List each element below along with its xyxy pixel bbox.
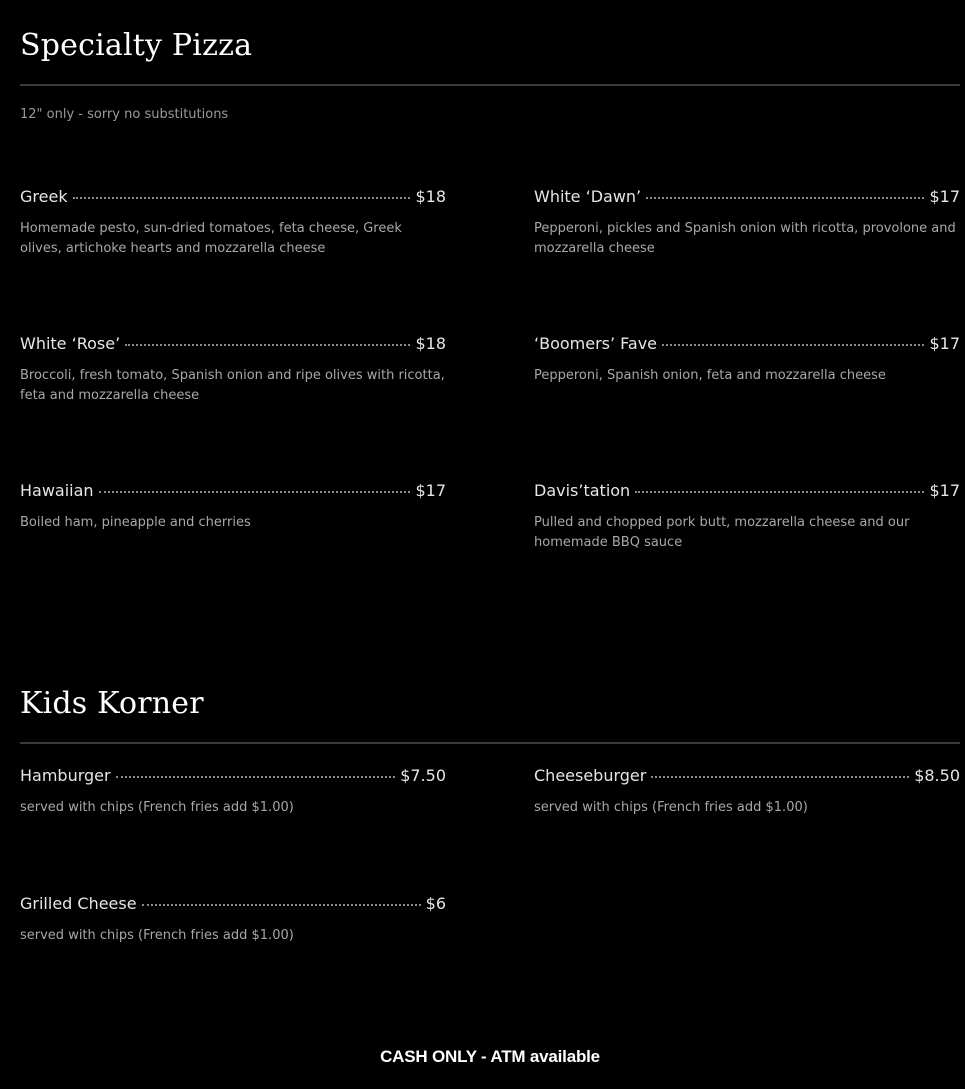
dot-leader	[635, 491, 924, 493]
section-divider	[20, 742, 960, 744]
cash-only-note: CASH ONLY - ATM available	[380, 1047, 600, 1066]
menu-item-hawaiian	[20, 481, 446, 533]
menu-item-greek	[20, 187, 446, 259]
item-name: ‘Boomers’ Fave	[534, 334, 658, 353]
item-name: Cheeseburger	[534, 766, 647, 785]
item-description: Broccoli, fresh tomato, Spanish onion and ripe olives with ricotta, feta and mozzarella cheese	[20, 368, 445, 403]
item-price: $17	[415, 481, 446, 500]
item-price: $7.50	[400, 766, 446, 785]
item-price: $8.50	[914, 766, 960, 785]
specialty-subtitle: 12" only - sorry no substitutions	[20, 107, 229, 122]
dot-leader	[142, 904, 421, 906]
item-price: $18	[415, 187, 446, 206]
item-description: Pulled and chopped pork butt, mozzarella cheese and our homemade BBQ sauce	[534, 515, 910, 550]
dot-leader	[651, 776, 909, 778]
kids-korner-title: Kids Korner	[20, 686, 204, 721]
item-description: Pepperoni, Spanish onion, feta and mozzarella cheese	[534, 368, 886, 383]
item-price: $17	[929, 334, 960, 353]
item-name: Hamburger	[20, 766, 111, 785]
dot-leader	[662, 344, 924, 346]
item-description: served with chips (French fries add $1.00)	[534, 800, 808, 815]
item-name: Hawaiian	[20, 481, 94, 500]
menu-item-davistation	[534, 481, 960, 553]
menu-item-hamburger	[20, 766, 446, 818]
item-price: $17	[929, 481, 960, 500]
item-description: Pepperoni, pickles and Spanish onion with ricotta, provolone and mozzarella cheese	[534, 221, 956, 256]
dot-leader	[99, 491, 411, 493]
menu-item-cheeseburger	[534, 766, 960, 818]
item-name: Greek	[20, 187, 68, 206]
section-divider	[20, 84, 960, 86]
item-price: $6	[425, 894, 446, 913]
menu-item-boomers-fave	[534, 334, 960, 386]
item-price: $17	[929, 187, 960, 206]
dot-leader	[125, 344, 410, 346]
dot-leader	[73, 197, 411, 199]
item-description: Homemade pesto, sun-dried tomatoes, feta cheese, Greek olives, artichoke hearts and mozzarella cheese	[20, 221, 402, 256]
menu-item-white-rose	[20, 334, 446, 406]
item-price: $18	[415, 334, 446, 353]
item-description: Boiled ham, pineapple and cherries	[20, 515, 251, 530]
menu-item-white-dawn	[534, 187, 960, 259]
item-description: served with chips (French fries add $1.00)	[20, 800, 294, 815]
dot-leader	[646, 197, 924, 199]
item-name: White ‘Rose’	[20, 334, 121, 353]
specialty-pizza-title: Specialty Pizza	[20, 28, 253, 63]
menu-item-grilled-cheese	[20, 894, 446, 946]
item-name: Grilled Cheese	[20, 894, 137, 913]
item-name: White ‘Dawn’	[534, 187, 642, 206]
item-description: served with chips (French fries add $1.00)	[20, 928, 294, 943]
dot-leader	[116, 776, 396, 778]
item-name: Davis’tation	[534, 481, 631, 500]
